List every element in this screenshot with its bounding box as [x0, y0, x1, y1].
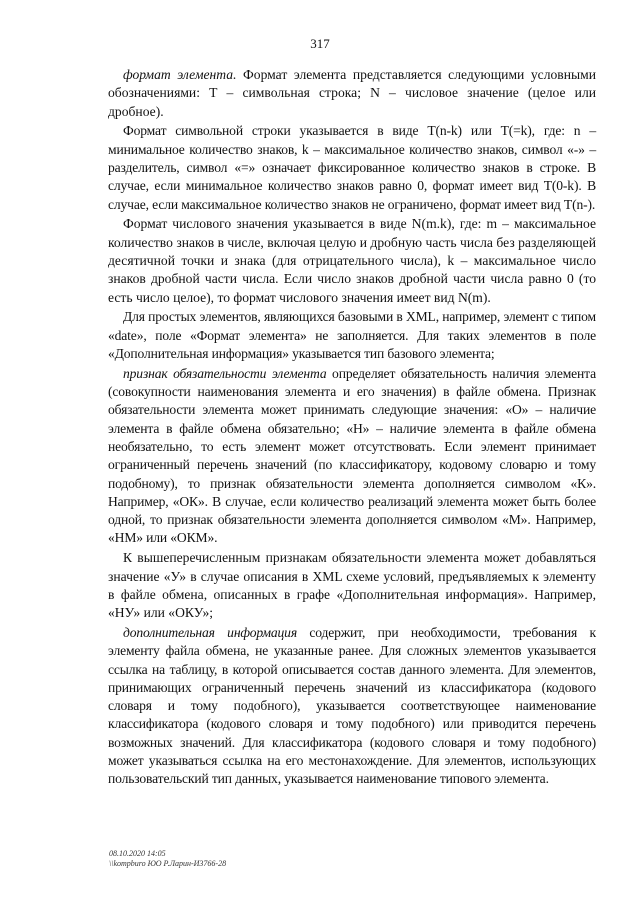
- print-stamp: [109, 849, 226, 868]
- print-timestamp: 08.10.2020 14:05: [109, 849, 166, 858]
- term-additional-info: дополнительная информация: [123, 624, 297, 640]
- paragraph-number-format: Формат числового значения указывается в виде N(m.k), где: m – максимальное количество знаков в числе, включая целую и дробную часть числа без разделяющей десятичной точки и знака (для отрицательного числа), k – максимальное число знаков дробной части числа. Если число знаков дробной части числа равно 0 (то есть число целое), то формат числового значения имеет вид N(m).: [108, 216, 596, 305]
- paragraph-condition-flag: К вышеперечисленным признакам обязательности элемента может добавляться значение «У» в случае описания в XML схеме условий, предъявляемых к элементу в файле обмена, описанных в графе «Дополнительная информация». Например, «НУ» или «ОКУ»;: [108, 550, 596, 621]
- print-path: \\kompburo ЮО Р.Ларин-И3766-28: [109, 858, 227, 868]
- paragraph-string-format: Формат символьной строки указывается в виде T(n-k) или T(=k), где: n – минимальное количество знаков, k – максимальное количество знаков, символ «-» – разделитель, символ «=» означает фиксированное количество знаков в строке. В случае, если минимальное количество знаков равно 0, формат имеет вид T(0-k). В случае, если максимальное количество знаков не ограничено, формат имеет вид T(n-).: [108, 123, 596, 212]
- paragraph-mandatory-flag: признак обязательности элемента определяет обязательность наличия элемента (совокупности наименования элемента и его значения) в файле обмена. Признак обязательности элемента может принимать следующие значения: «О» – наличие элемента в файле обмена обязательно; «Н» – наличие элемента в файле обмена необязательно, то есть элемент может отсутствовать. Если элемент принимает ограниченный перечень значений (по классификатору, кодовому словарю и тому подобному), то признак обязательности элемента дополняется символом «К». Например, «ОК». В случае, если количество реализаций элемента может быть более одной, то признак обязательности элемента дополняется символом «М». Например, «НМ» или «ОКМ».: [108, 365, 597, 546]
- paragraph-additional-info: дополнительная информация содержит, при необходимости, требования к элементу файла обмена, не указанные ранее. Для сложных элементов указывается ссылка на таблицу, в которой описывается состав данного элемента. Для элементов, принимающих ограниченный перечень значений из классификатора (кодового словаря и тому подобного), указывается соответствующее наименование классификатора (кодового словаря и тому подобного) или приводится перечень возможных значений. Для классификатора (кодового словаря и тому подобного) может указываться ссылка на его местонахождение. Для элементов, использующих пользовательский тип данных, указывается наименование типового элемента.: [108, 624, 596, 787]
- paragraph-simple-elements: Для простых элементов, являющихся базовыми в XML, например, элемент с типом «date», поле «Формат элемента» не заполняется. Для таких элементов в поле «Дополнительная информация» указывается тип базового элемента;: [108, 309, 596, 361]
- term-element-format: формат элемента.: [123, 67, 237, 82]
- page-number: 317: [310, 36, 330, 51]
- paragraph-element-format: формат элемента. Формат элемента представляется следующими условными обозначениями: Т – символьная строка; N – числовое значение (целое или дробное).: [108, 67, 596, 119]
- document-body: [108, 66, 596, 790]
- term-mandatory-flag: признак обязательности элемента: [123, 365, 327, 381]
